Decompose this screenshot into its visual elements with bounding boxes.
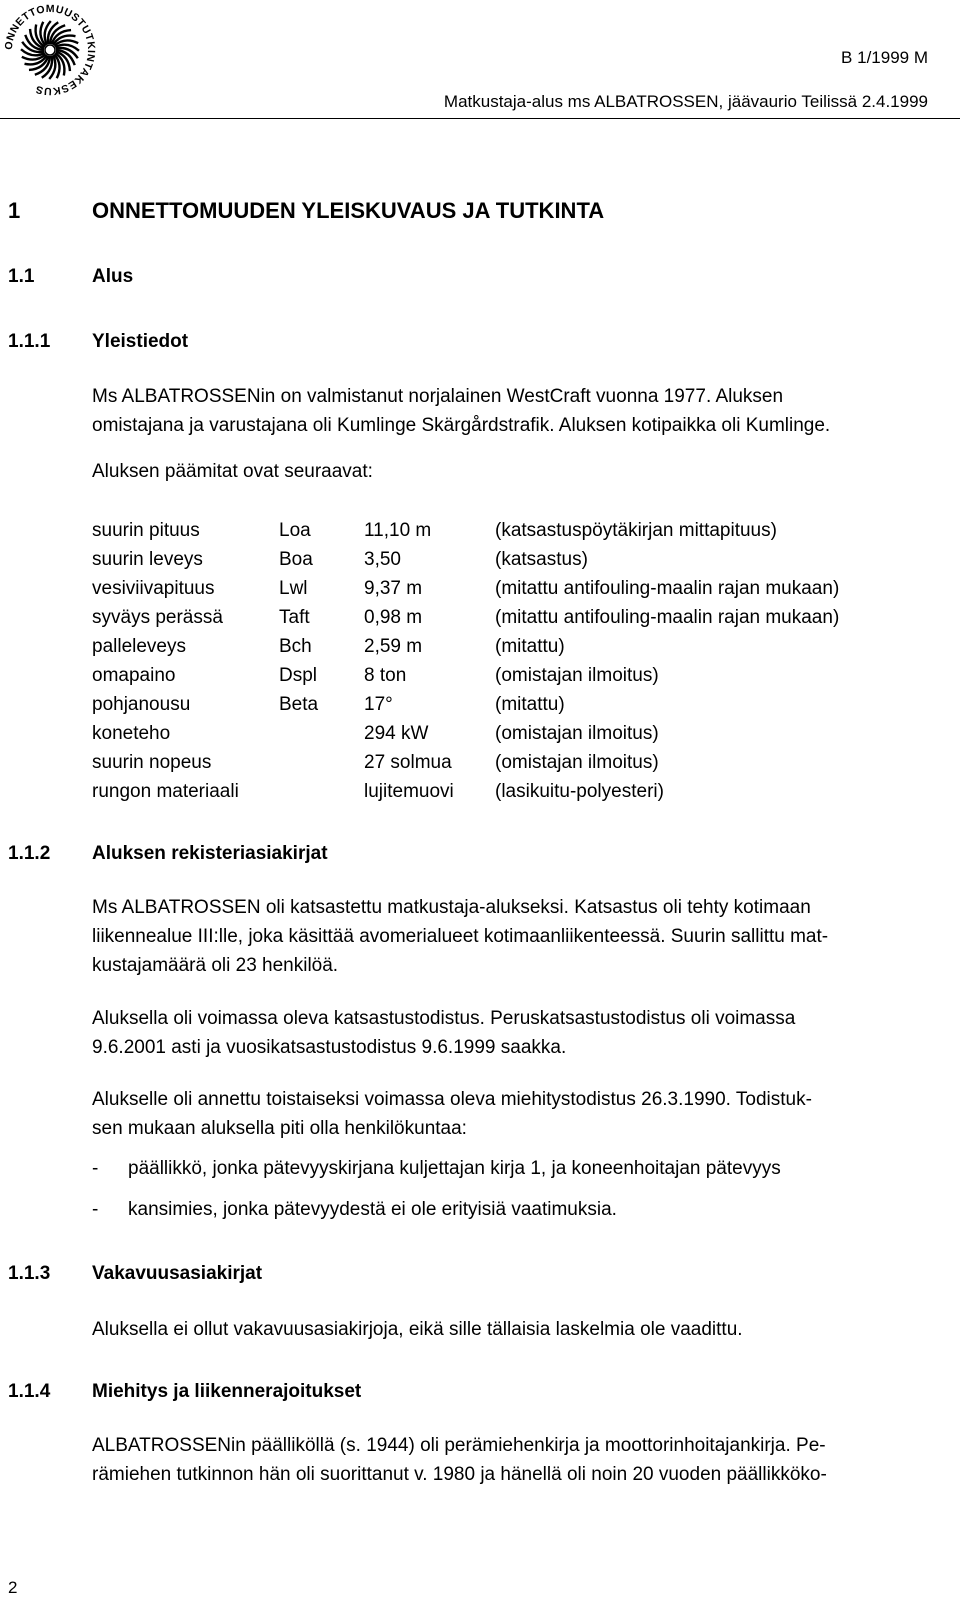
spec-note: (mitattu antifouling-maalin rajan mukaan) (495, 578, 840, 599)
section-1-1-4-number: 1.1.4 (8, 1381, 51, 1402)
spec-name: suurin leveys (92, 549, 203, 570)
general-info-line-1: Ms ALBATROSSENin on valmistanut norjalainen WestCraft vuonna 1977. Aluksen (92, 386, 784, 407)
spec-note: (omistajan ilmoitus) (495, 723, 659, 744)
section-1-1-title: Alus (92, 266, 134, 287)
spec-value: 0,98 m (364, 607, 423, 628)
section-1-1-4-title: Miehitys ja liikennerajoitukset (92, 1381, 362, 1402)
spec-name: rungon materiaali (92, 781, 239, 802)
section-1-1-2-number: 1.1.2 (8, 843, 51, 864)
stability-text: Aluksella ei ollut vakavuusasiakirjoja, eikä sille tällaisia laskelmia ole vaadittu. (92, 1319, 743, 1340)
spec-value: 27 solmua (364, 752, 452, 773)
spec-value: 17° (364, 694, 393, 715)
section-1-1-3-number: 1.1.3 (8, 1263, 51, 1284)
dimensions-intro: Aluksen päämitat ovat seuraavat: (92, 461, 373, 482)
spec-note: (katsastuspöytäkirjan mittapituus) (495, 520, 777, 541)
registry-p2-line-1: Aluksella oli voimassa oleva katsastustodistus. Peruskatsastustodistus oli voimassa (92, 1008, 796, 1029)
registry-p1-line-2: liikennealue III:lle, joka käsittää avomerialueet kotimaanliikenteessä. Suurin sallittu mat- (92, 926, 829, 947)
section-1-1-1-number: 1.1.1 (8, 331, 51, 352)
logo-text: ONNETTOMUUSTUTKINTAKESKUS (2, 2, 98, 98)
list-item: kansimies, jonka pätevyydestä ei ole erityisiä vaatimuksia. (128, 1199, 617, 1220)
section-1-1-3-title: Vakavuusasiakirjat (92, 1263, 263, 1284)
spec-name: palleleveys (92, 636, 186, 657)
spec-name: suurin nopeus (92, 752, 212, 773)
spec-value: 2,59 m (364, 636, 423, 657)
spec-name: omapaino (92, 665, 176, 686)
spec-name: suurin pituus (92, 520, 200, 541)
spec-abbr: Beta (279, 694, 319, 715)
report-number: B 1/1999 M (841, 48, 928, 67)
section-1-title: ONNETTOMUUDEN YLEISKUVAUS JA TUTKINTA (92, 198, 605, 223)
bullet-dash: - (92, 1158, 99, 1179)
spec-note: (katsastus) (495, 549, 588, 570)
spec-note: (omistajan ilmoitus) (495, 665, 659, 686)
spec-name: vesiviivapituus (92, 578, 215, 599)
spec-value: 8 ton (364, 665, 407, 686)
bullet-dash: - (92, 1199, 99, 1220)
section-1-number: 1 (8, 198, 21, 223)
registry-p1-line-1: Ms ALBATROSSEN oli katsastettu matkustaja-alukseksi. Katsastus oli tehty kotimaan (92, 897, 811, 918)
agency-logo (2, 2, 98, 98)
general-info-line-2: omistajana ja varustajana oli Kumlinge Skärgårdstrafik. Aluksen kotipaikka oli Kumlinge. (92, 415, 831, 436)
registry-p1-line-3: kustajamäärä oli 23 henkilöä. (92, 955, 339, 976)
spec-note: (mitattu) (495, 636, 565, 657)
spec-value: 3,50 (364, 549, 401, 570)
spec-abbr: Dspl (279, 665, 318, 686)
spec-name: syväys perässä (92, 607, 223, 628)
spec-note: (mitattu) (495, 694, 565, 715)
spec-abbr: Loa (279, 520, 311, 541)
spec-value: 9,37 m (364, 578, 423, 599)
registry-p3-line-1: Alukselle oli annettu toistaiseksi voimassa oleva miehitystodistus 26.3.1990. Todistuk- (92, 1089, 812, 1110)
manning-line-1: ALBATROSSENin päälliköllä (s. 1944) oli perämiehenkirja ja moottorinhoitajankirja. Pe- (92, 1435, 826, 1456)
section-1-1-number: 1.1 (8, 266, 35, 287)
spec-note: (mitattu antifouling-maalin rajan mukaan) (495, 607, 840, 628)
spec-note: (lasikuitu-polyesteri) (495, 781, 664, 802)
section-1-1-2-title: Aluksen rekisteriasiakirjat (92, 843, 328, 864)
spec-abbr: Taft (279, 607, 310, 628)
spec-note: (omistajan ilmoitus) (495, 752, 659, 773)
spec-name: koneteho (92, 723, 171, 744)
spec-value: 294 kW (364, 723, 429, 744)
spec-name: pohjanousu (92, 694, 191, 715)
page-number: 2 (8, 1578, 18, 1597)
header-divider (0, 118, 960, 119)
report-subtitle: Matkustaja-alus ms ALBATROSSEN, jäävaurio Teilissä 2.4.1999 (443, 92, 928, 111)
list-item: päällikkö, jonka pätevyyskirjana kuljettajan kirja 1, ja koneenhoitajan pätevyys (128, 1158, 781, 1179)
spec-value: 11,10 m (364, 520, 432, 541)
section-1-1-1-title: Yleistiedot (92, 331, 189, 352)
spec-abbr: Lwl (279, 578, 308, 599)
registry-p3-line-2: sen mukaan aluksella piti olla henkilökuntaa: (92, 1118, 467, 1139)
registry-p2-line-2: 9.6.2001 asti ja vuosikatsastustodistus 9.6.1999 saakka. (92, 1037, 567, 1058)
spec-value: lujitemuovi (364, 781, 454, 802)
manning-line-2: rämiehen tutkinnon hän oli suorittanut v. 1980 ja hänellä oli noin 20 vuoden päällikkökо- (92, 1464, 827, 1485)
spec-abbr: Bch (279, 636, 312, 657)
spec-abbr: Boa (279, 549, 313, 570)
